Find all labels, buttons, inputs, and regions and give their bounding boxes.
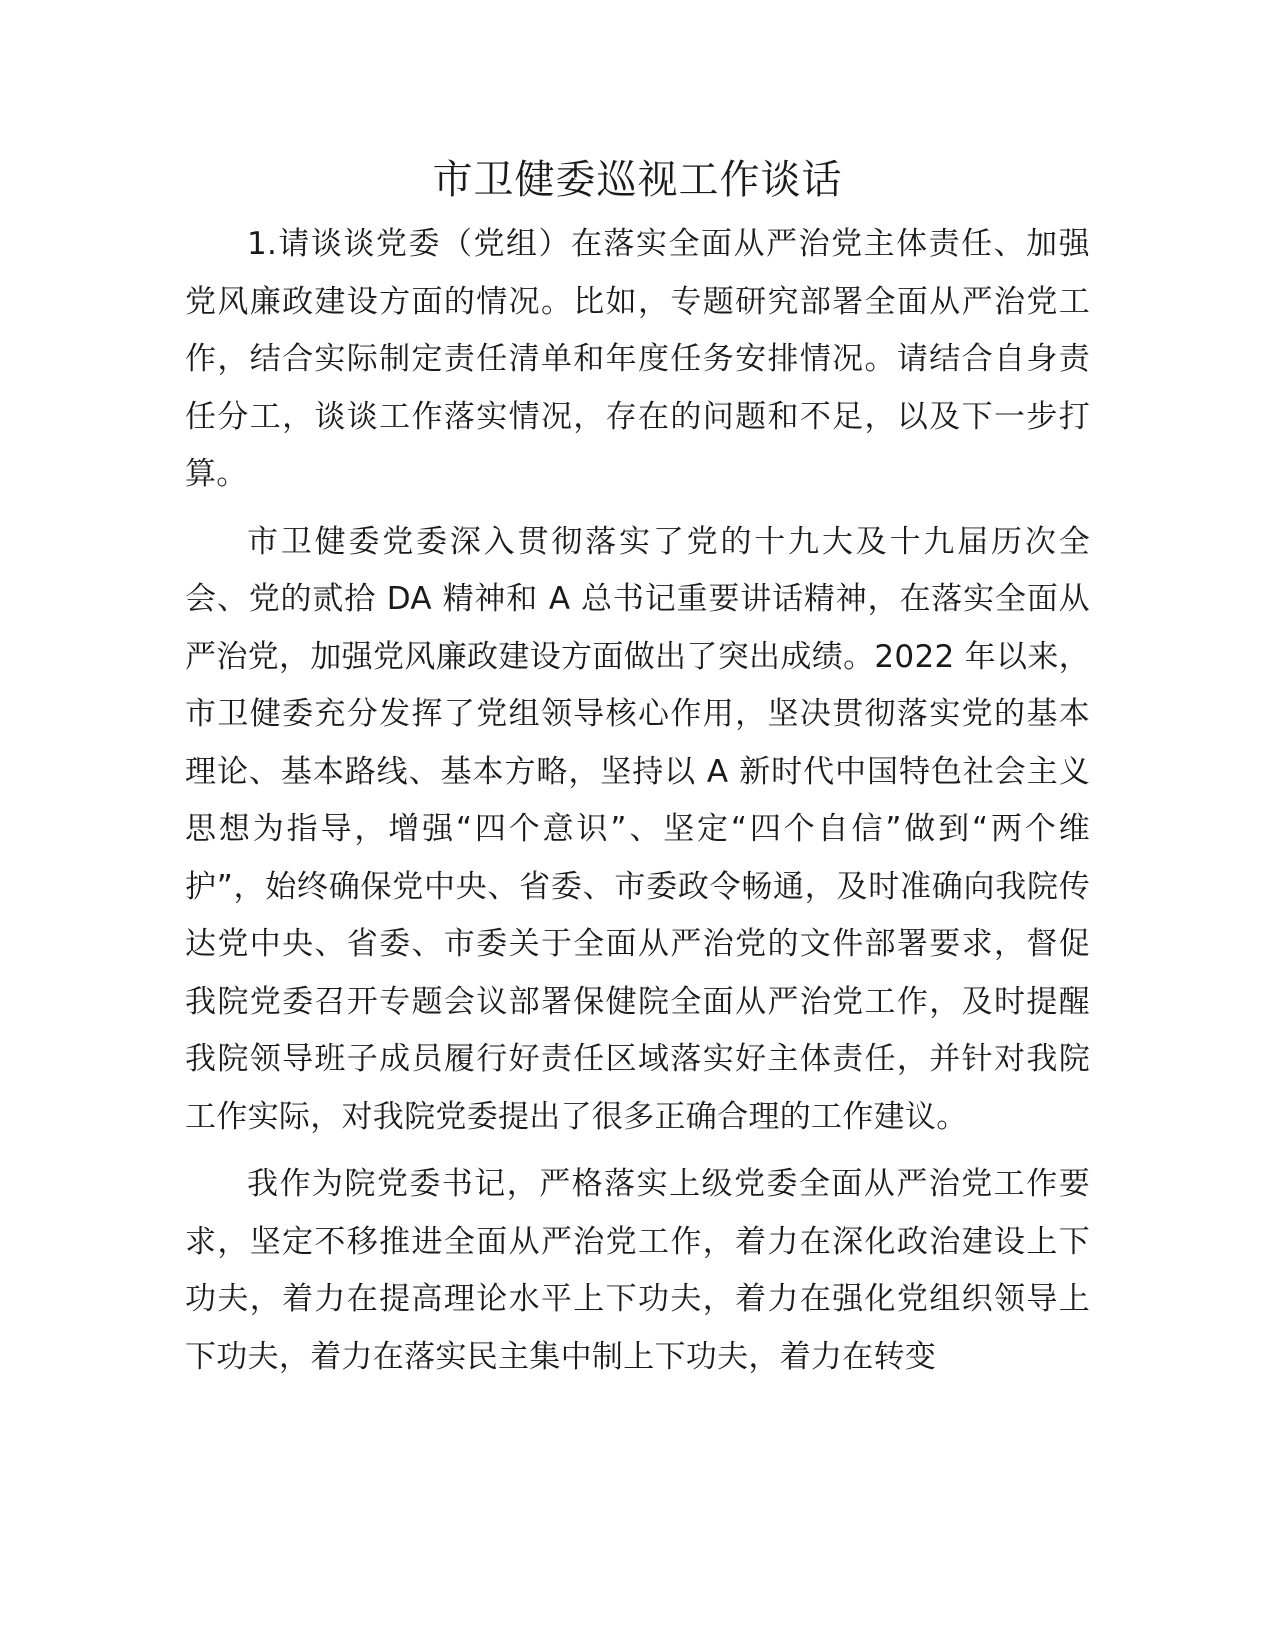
paragraph-secretary-duties: 我作为院党委书记，严格落实上级党委全面从严治党工作要求，坚定不移推进全面从严治党工作，着力在深化政治建设上下功夫，着力在提高理论水平上下功夫，着力在强化党组织领导上下功夫，着力在落实民主集中制上下功夫，着力在转变 <box>185 1166 1090 1375</box>
paragraph-question-1: 1.请谈谈党委（党组）在落实全面从严治党主体责任、加强党风廉政建设方面的情况。比如，专题研究部署全面从严治党工作，结合实际制定责任清单和年度任务安排情况。请结合自身责任分工，谈谈工作落实情况，存在的问题和不足，以及下一步打算。 <box>185 226 1090 492</box>
document-page <box>185 150 1090 1396</box>
document-title: 市卫健委巡视工作谈话 <box>432 157 843 203</box>
paragraph-committee-work: 市卫健委党委深入贯彻落实了党的十九大及十九届历次全会、党的贰拾 DA 精神和 A 总书记重要讲话精神，在落实全面从严治党，加强党风廉政建设方面做出了突出成绩。2022 年以来，市卫健委充分发挥了党组领导核心作用，坚决贯彻落实党的基本理论、基本路线、基本方略，坚持以 A 新时代中国特色社会主义思想为指导，增强“四个意识”、坚定“四个自信”做到“两个维护”，始终确保党中央、省委、市委政令畅通，及时准确向我院传达党中央、省委、市委关于全面从严治党的文件部署要求，督促我院党委召开专题会议部署保健院全面从严治党工作，及时提醒我院领导班子成员履行好责任区域落实好主体责任，并针对我院工作实际，对我院党委提出了很多正确合理的工作建议。 <box>185 523 1090 1135</box>
